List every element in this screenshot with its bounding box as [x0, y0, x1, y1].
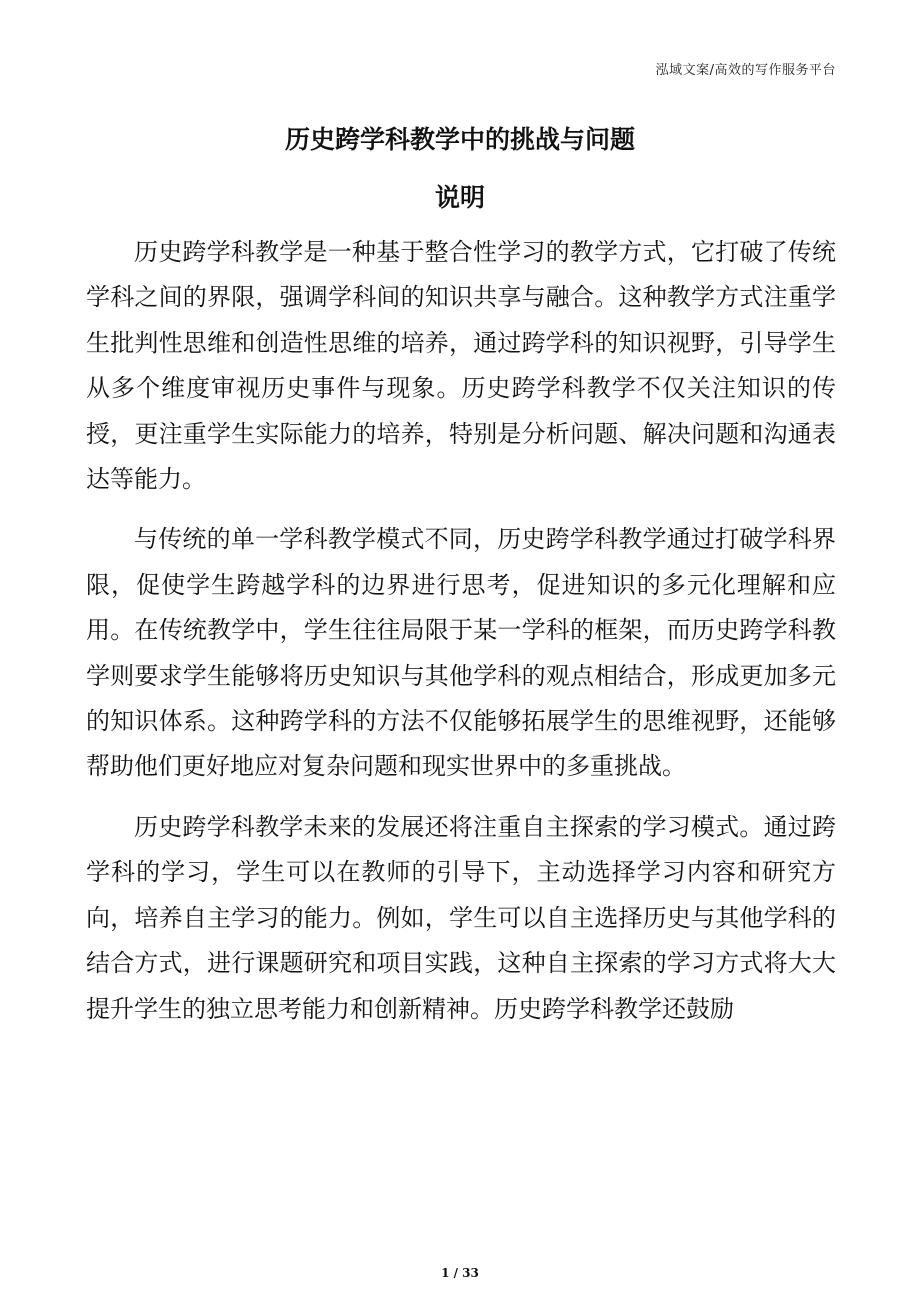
- page-header: 泓域文案/高效的写作服务平台: [655, 63, 836, 78]
- paragraph-2: 与传统的单一学科教学模式不同，历史跨学科教学通过打破学科界限，促使学生跨越学科的边界进行思考，促进知识的多元化理解和应用。在传统教学中，学生往往局限于某一学科的框架，而历史跨学科教学则要求学生能够将历史知识与其他学科的观点相结合，形成更加多元的知识体系。这种跨学科的方法不仅能够拓展学生的思维视野，还能够帮助他们更好地应对复杂问题和现实世界中的多重挑战。: [86, 525, 836, 781]
- document-body: [86, 230, 836, 1047]
- section-heading: 说明: [434, 183, 485, 212]
- document-title: 历史跨学科教学中的挑战与问题: [284, 125, 635, 154]
- page-number: 1 / 33: [441, 1266, 479, 1280]
- paragraph-1: 历史跨学科教学是一种基于整合性学习的教学方式，它打破了传统学科之间的界限，强调学科间的知识共享与融合。这种教学方式注重学生批判性思维和创造性思维的培养，通过跨学科的知识视野，引导学生从多个维度审视历史事件与现象。历史跨学科教学不仅关注知识的传授，更注重学生实际能力的培养，特别是分析问题、解决问题和沟通表达等能力。: [86, 238, 836, 494]
- paragraph-3: 历史跨学科教学未来的发展还将注重自主探索的学习模式。通过跨学科的学习，学生可以在教师的引导下，主动选择学习内容和研究方向，培养自主学习的能力。例如，学生可以自主选择历史与其他学科的结合方式，进行课题研究和项目实践，这种自主探索的学习方式将大大提升学生的独立思考能力和创新精神。历史跨学科教学还鼓励: [86, 812, 836, 1023]
